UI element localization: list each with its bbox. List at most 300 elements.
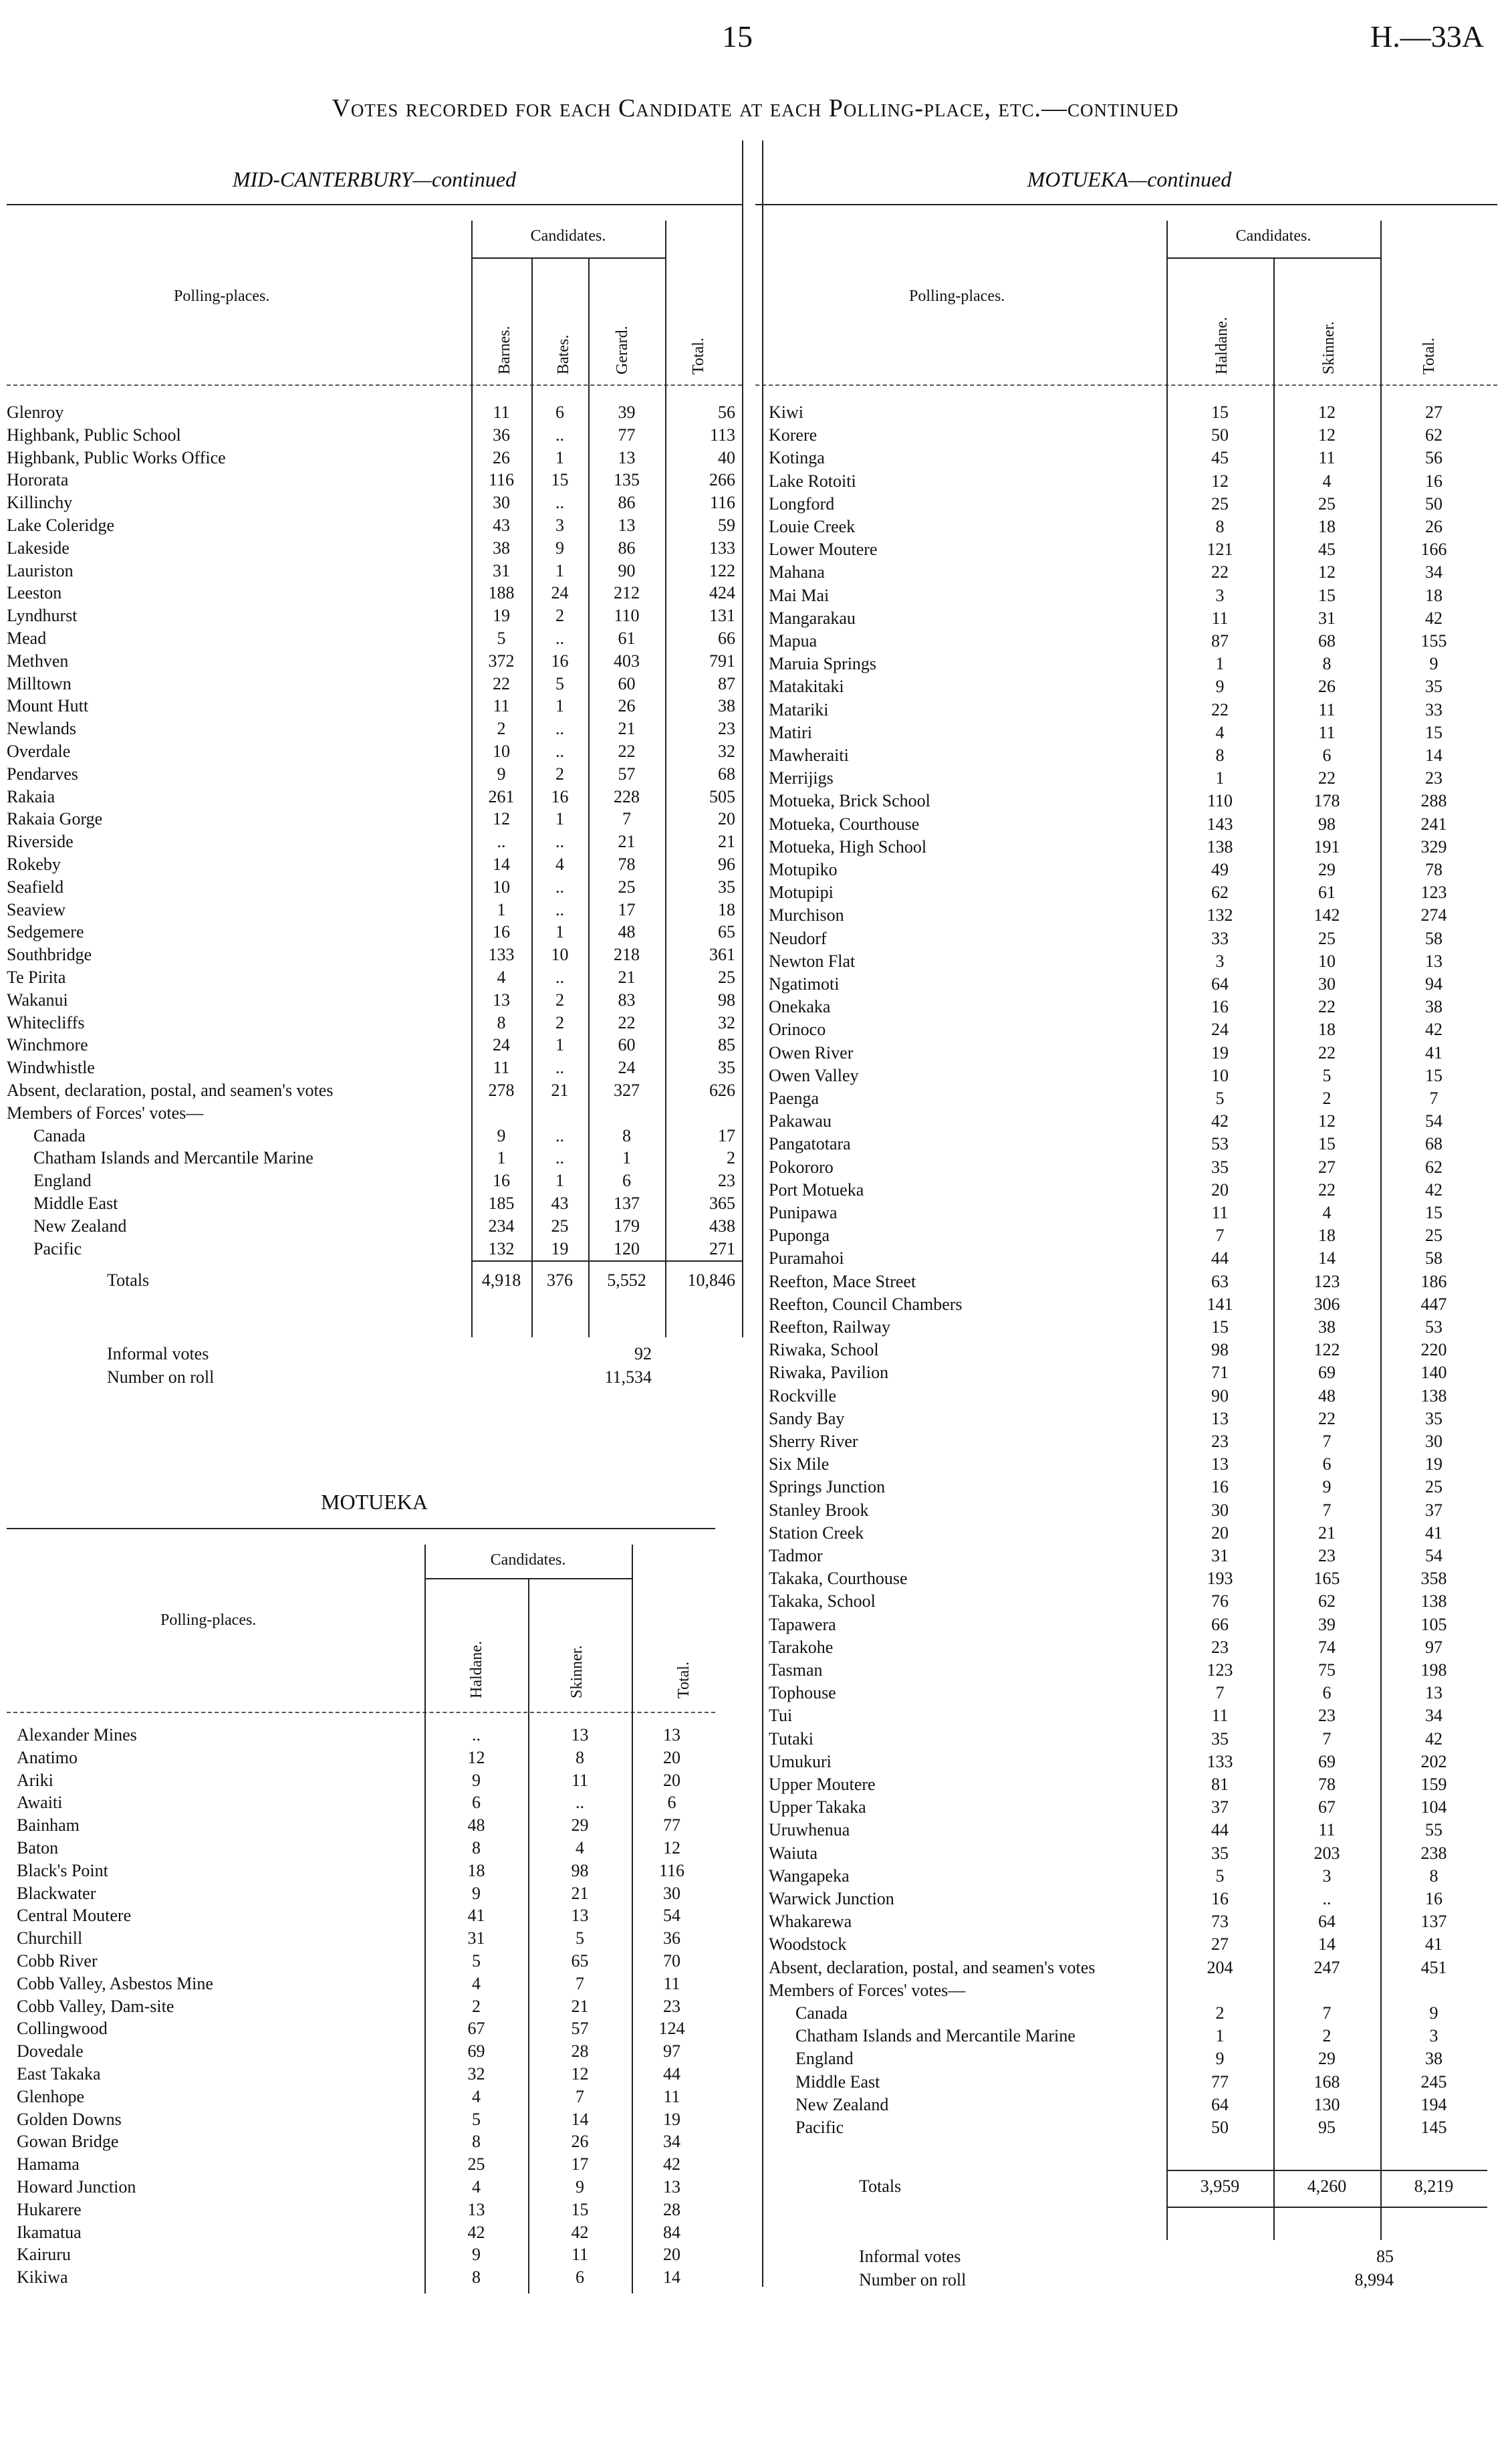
votes-haldane: 42 (1211, 1111, 1229, 1131)
table-row (769, 584, 1504, 607)
votes-barnes: 234 (488, 1216, 515, 1236)
votes-skinner: .. (1322, 1889, 1332, 1908)
polling-place-name: Baton (17, 1838, 59, 1858)
votes-haldane: 44 (1211, 1820, 1229, 1840)
votes-total: 32 (718, 1012, 735, 1032)
votes-total: 42 (1425, 1180, 1442, 1200)
votes-barnes: 10 (493, 742, 510, 761)
table-row (769, 424, 1504, 447)
table-row (7, 1102, 742, 1125)
table-row (17, 1860, 725, 1882)
votes-total: 186 (1420, 1271, 1447, 1291)
votes-total: 44 (663, 2064, 680, 2084)
polling-place-name: Wakanui (7, 990, 68, 1010)
polling-place-name: East Takaka (17, 2064, 101, 2084)
votes-skinner: 11 (571, 1770, 589, 1790)
table-row (7, 763, 742, 786)
table-row (17, 1814, 725, 1837)
table-row (769, 401, 1504, 424)
votes-total: 30 (1425, 1432, 1442, 1451)
votes-bates: 1 (555, 1035, 564, 1055)
votes-haldane: 41 (467, 1906, 485, 1926)
votes-barnes: 11 (493, 1058, 510, 1078)
votes-total: 271 (709, 1238, 735, 1258)
polling-place-name: Whakarewa (769, 1912, 852, 1932)
votes-skinner: 29 (571, 1815, 589, 1835)
polling-place-name: Reefton, Railway (769, 1317, 890, 1337)
votes-gerard: 26 (618, 696, 636, 716)
votes-total: 23 (718, 1171, 735, 1191)
table-row (7, 830, 742, 853)
votes-haldane: 64 (1211, 2094, 1229, 2114)
polling-place-name: Cobb Valley, Dam-site (17, 1996, 174, 2016)
votes-total: 365 (709, 1194, 735, 1213)
votes-bates: 1 (555, 922, 564, 942)
polling-place-name: Sedgemere (7, 922, 84, 942)
votes-haldane: 35 (1211, 1728, 1229, 1749)
votes-haldane: 44 (1211, 1248, 1229, 1268)
totals-label: Totals (107, 1270, 150, 1290)
polling-place-name: Te Pirita (7, 968, 66, 987)
polling-place-name: Killinchy (7, 493, 73, 513)
table-row (7, 604, 742, 627)
col-candidates: Candidates. (530, 227, 606, 245)
votes-barnes: 16 (493, 1171, 510, 1191)
votes-barnes: 1 (497, 1148, 506, 1168)
votes-haldane: 50 (1211, 425, 1229, 445)
polling-place-name: Matariki (769, 699, 829, 719)
roll-label: Number on roll (107, 1367, 215, 1387)
votes-total: 198 (1420, 1660, 1447, 1680)
table-row (17, 1950, 725, 1973)
polling-place-name: Sherry River (769, 1432, 858, 1451)
votes-total: 54 (663, 1906, 680, 1926)
table-row (769, 630, 1504, 653)
table-row (17, 1904, 725, 1927)
votes-barnes: 38 (493, 538, 510, 558)
polling-place-name: Collingwood (17, 2019, 108, 2039)
votes-barnes: 9 (497, 1125, 506, 1145)
polling-place-name: Paenga (769, 1089, 820, 1108)
votes-total: 38 (718, 696, 735, 716)
votes-skinner: 22 (1318, 997, 1336, 1017)
table-row (7, 491, 742, 514)
table-row (7, 1056, 742, 1079)
votes-skinner: 27 (1318, 1157, 1336, 1177)
votes-total: 3 (1429, 2026, 1438, 2046)
votes-total: 11 (663, 1973, 680, 1993)
polling-place-name: Pakawau (769, 1111, 832, 1131)
votes-haldane: 25 (1211, 493, 1229, 514)
votes-total: 62 (1425, 425, 1442, 445)
votes-total: 53 (1425, 1317, 1442, 1337)
votes-skinner: .. (576, 1793, 584, 1813)
table-row (7, 1238, 742, 1260)
votes-skinner: 14 (1318, 1934, 1336, 1954)
votes-total: 13 (663, 2177, 680, 2197)
votes-skinner: 22 (1318, 1042, 1336, 1062)
votes-total: 34 (1425, 1706, 1442, 1726)
table-row (7, 401, 742, 424)
votes-haldane: 8 (1215, 746, 1225, 765)
votes-haldane: 8 (472, 1838, 481, 1858)
votes-haldane: 18 (467, 1860, 485, 1880)
table-row (769, 1179, 1504, 1202)
total-barnes: 4,918 (481, 1270, 521, 1290)
votes-total: 438 (709, 1216, 735, 1236)
polling-place-name: Reefton, Mace Street (769, 1271, 916, 1291)
polling-place-name: Newlands (7, 719, 76, 739)
table-row (7, 627, 742, 650)
votes-barnes: 10 (493, 877, 510, 897)
votes-gerard: 48 (618, 922, 636, 942)
votes-bates: .. (555, 1148, 564, 1168)
polling-place-name: Canada (795, 2003, 848, 2023)
votes-skinner: 15 (571, 2199, 589, 2219)
votes-skinner: 14 (1318, 1248, 1336, 1268)
votes-total: 245 (1420, 2071, 1447, 2092)
votes-gerard: 212 (614, 583, 640, 603)
polling-place-name: Riverside (7, 832, 74, 852)
table-row (7, 1079, 742, 1102)
votes-total: 424 (709, 583, 735, 603)
table-rule (7, 204, 742, 205)
table-row (769, 767, 1504, 790)
votes-total: 122 (709, 560, 735, 580)
votes-skinner: 142 (1313, 905, 1340, 925)
polling-place-name: Chatham Islands and Mercantile Marine (33, 1148, 313, 1168)
votes-total: 13 (1425, 951, 1442, 971)
informal-label: Informal votes (859, 2247, 961, 2266)
votes-total: 124 (658, 2019, 685, 2039)
votes-haldane: 9 (472, 1883, 481, 1903)
votes-bates: 16 (551, 786, 569, 806)
votes-total: 40 (718, 447, 735, 467)
votes-skinner: 6 (1322, 1683, 1332, 1703)
votes-skinner: 130 (1313, 2094, 1340, 2114)
votes-skinner: 5 (576, 1928, 584, 1948)
table-row (769, 2071, 1504, 2094)
votes-barnes: 30 (493, 493, 510, 513)
votes-total: 13 (663, 1725, 680, 1745)
votes-bates: 9 (555, 538, 564, 558)
table-row (7, 853, 742, 876)
votes-gerard: 39 (618, 403, 636, 422)
votes-gerard: 17 (618, 899, 636, 919)
table-row (7, 1169, 742, 1192)
polling-place-name: Dovedale (17, 2041, 84, 2061)
votes-gerard: 137 (614, 1194, 640, 1213)
polling-place-name: Six Mile (769, 1454, 830, 1474)
table-row (769, 1453, 1504, 1476)
votes-total: 288 (1420, 791, 1447, 811)
polling-place-name: Tarakohe (769, 1637, 834, 1657)
table-row (769, 1728, 1504, 1751)
table-row (769, 1910, 1504, 1933)
table-row (769, 1865, 1504, 1888)
total-haldane: 3,959 (1200, 2176, 1240, 2196)
votes-barnes: .. (497, 832, 506, 852)
polling-place-name: Awaiti (17, 1793, 63, 1813)
table-row (769, 470, 1504, 493)
motueka-title: MOTUEKA (321, 1490, 428, 1514)
votes-total: 97 (663, 2041, 680, 2061)
polling-place-name: Pendarves (7, 764, 78, 784)
votes-total: 87 (718, 673, 735, 693)
votes-bates: 1 (555, 447, 564, 467)
polling-place-name: Upper Moutere (769, 1775, 876, 1794)
votes-skinner: 18 (1318, 1020, 1336, 1040)
votes-haldane: 73 (1211, 1912, 1229, 1932)
votes-barnes: 22 (493, 673, 510, 693)
votes-total: 23 (1425, 768, 1442, 788)
votes-gerard: 179 (614, 1216, 640, 1236)
polling-place-name: Punipawa (769, 1203, 838, 1222)
votes-total: 56 (718, 403, 735, 422)
polling-place-name: Takaka, School (769, 1591, 876, 1611)
total-bates: 376 (547, 1270, 573, 1290)
table-row (17, 1973, 725, 1995)
table-row (7, 921, 742, 943)
votes-gerard: 57 (618, 764, 636, 784)
table-row (7, 537, 742, 560)
table-row (769, 1613, 1504, 1636)
votes-gerard: 21 (618, 832, 636, 852)
votes-total: 133 (709, 538, 735, 558)
col-total: Total. (1420, 338, 1438, 374)
votes-haldane: 49 (1211, 860, 1229, 879)
votes-haldane: 22 (1211, 562, 1229, 582)
polling-place-name: Lauriston (7, 560, 74, 580)
votes-haldane: 31 (467, 1928, 485, 1948)
polling-place-name: Umukuri (769, 1751, 832, 1771)
votes-barnes: 26 (493, 447, 510, 467)
table-row (7, 650, 742, 673)
polling-place-name: Kikiwa (17, 2267, 68, 2287)
votes-total: 54 (1425, 1546, 1442, 1565)
polling-place-name: New Zealand (795, 2094, 889, 2114)
table-rule (7, 384, 742, 386)
table-rule (7, 1712, 715, 1713)
col-candidate-1: Haldane. (1213, 317, 1231, 374)
votes-skinner: 7 (576, 1973, 584, 1993)
votes-bates: 1 (555, 809, 564, 829)
table-row (769, 1065, 1504, 1087)
votes-haldane: 42 (467, 2222, 485, 2242)
votes-haldane: 9 (472, 1770, 481, 1790)
votes-total: 18 (718, 899, 735, 919)
polling-place-name: Pokororo (769, 1157, 834, 1177)
polling-place-name: Hukarere (17, 2199, 82, 2219)
votes-total: 105 (1420, 1614, 1447, 1634)
votes-gerard: 86 (618, 538, 636, 558)
votes-total: 37 (1425, 1500, 1442, 1520)
polling-place-name: Middle East (33, 1194, 118, 1213)
votes-skinner: 98 (571, 1860, 589, 1880)
votes-skinner: 11 (1318, 699, 1336, 719)
votes-barnes: 261 (488, 786, 515, 806)
polling-place-name: Wangapeka (769, 1866, 850, 1886)
polling-place-name: Cobb Valley, Asbestos Mine (17, 1973, 213, 1993)
roll-value: 8,994 (1354, 2270, 1394, 2289)
votes-haldane: 27 (1211, 1934, 1229, 1954)
votes-bates: 2 (555, 1012, 564, 1032)
polling-place-name: Korere (769, 425, 817, 445)
votes-haldane: 25 (467, 2154, 485, 2174)
polling-place-name: Members of Forces' votes— (7, 1103, 204, 1123)
votes-total: 626 (709, 1081, 735, 1100)
votes-total: 42 (663, 2154, 680, 2174)
votes-total: 41 (1425, 1523, 1442, 1543)
votes-total: 266 (709, 470, 735, 490)
votes-total: 238 (1420, 1843, 1447, 1863)
votes-total: 23 (718, 719, 735, 739)
votes-skinner: 7 (576, 2086, 584, 2106)
votes-skinner: 21 (1318, 1523, 1336, 1543)
votes-total: 15 (1425, 722, 1442, 742)
votes-total: 30 (663, 1883, 680, 1903)
votes-total: 113 (709, 425, 735, 445)
table-row (769, 996, 1504, 1018)
votes-total: 18 (1425, 585, 1442, 605)
table-row (769, 2116, 1504, 2139)
polling-place-name: Tapawera (769, 1614, 836, 1634)
table-rule (755, 204, 1497, 205)
votes-total: 194 (1420, 2094, 1447, 2114)
total-gerard: 5,552 (607, 1270, 646, 1290)
table-row (769, 1087, 1504, 1110)
votes-haldane: 62 (1211, 883, 1229, 903)
table-row (7, 673, 742, 695)
votes-barnes: 116 (488, 470, 515, 490)
votes-haldane: 6 (472, 1793, 481, 1813)
votes-haldane: 204 (1207, 1957, 1233, 1977)
votes-skinner: 12 (1318, 425, 1336, 445)
table-row (7, 514, 742, 537)
table-row (769, 1522, 1504, 1545)
votes-bates: 5 (555, 673, 564, 693)
votes-skinner: 6 (1322, 746, 1332, 765)
table-row (7, 1034, 742, 1056)
votes-total: 50 (1425, 493, 1442, 514)
table-rule (1166, 2170, 1487, 2171)
votes-total: 7 (1429, 1089, 1438, 1108)
votes-barnes: 31 (493, 560, 510, 580)
votes-total: 8 (1429, 1866, 1438, 1886)
votes-skinner: 22 (1318, 1408, 1336, 1428)
table-row (769, 1751, 1504, 1773)
polling-place-name: Blackwater (17, 1883, 96, 1903)
votes-total: 202 (1420, 1751, 1447, 1771)
table-row (769, 1042, 1504, 1065)
table-row (7, 943, 742, 966)
col-candidate-1: Haldane. (468, 1641, 485, 1698)
votes-haldane: 9 (472, 2245, 481, 2265)
table-row (769, 1956, 1504, 1979)
table-row (769, 1316, 1504, 1339)
votes-haldane: 123 (1207, 1660, 1233, 1680)
votes-skinner: 21 (571, 1883, 589, 1903)
polling-place-name: Pangatotara (769, 1134, 851, 1154)
votes-skinner: 22 (1318, 768, 1336, 788)
table-row (17, 2108, 725, 2131)
table-row (769, 813, 1504, 836)
votes-total: 96 (718, 855, 735, 874)
polling-place-name: Bainham (17, 1815, 80, 1835)
votes-haldane: 12 (1211, 471, 1229, 491)
votes-total: 38 (1425, 2049, 1442, 2069)
table-row (769, 607, 1504, 630)
polling-place-name: Woodstock (769, 1934, 847, 1954)
votes-haldane: 71 (1211, 1363, 1229, 1383)
votes-total: 19 (1425, 1454, 1442, 1474)
votes-gerard: 110 (614, 606, 640, 626)
roll-label: Number on roll (859, 2270, 967, 2289)
votes-total: 137 (1420, 1912, 1447, 1932)
votes-barnes: 13 (493, 990, 510, 1010)
votes-total: 2 (727, 1148, 735, 1168)
votes-skinner: 64 (1318, 1912, 1336, 1932)
polling-place-name: Upper Takaka (769, 1797, 866, 1817)
votes-total: 791 (709, 651, 735, 671)
table-row (769, 1590, 1504, 1613)
votes-barnes: 9 (497, 764, 506, 784)
votes-bates: 1 (555, 696, 564, 716)
votes-gerard: 24 (618, 1058, 636, 1078)
votes-skinner: 67 (1318, 1797, 1336, 1817)
votes-skinner: 25 (1318, 493, 1336, 514)
votes-barnes: 185 (488, 1194, 515, 1213)
votes-total: 447 (1420, 1294, 1447, 1314)
votes-total: 19 (663, 2109, 680, 2129)
votes-total: 16 (1425, 471, 1442, 491)
votes-haldane: 1 (1215, 2026, 1225, 2046)
votes-haldane: 3 (1215, 585, 1225, 605)
table-row (769, 1659, 1504, 1682)
polling-place-name: Southbridge (7, 945, 92, 965)
votes-barnes: 36 (493, 425, 510, 445)
votes-haldane: 8 (1215, 517, 1225, 536)
polling-place-name: Motueka, High School (769, 836, 927, 857)
votes-skinner: 61 (1318, 883, 1336, 903)
votes-total: 85 (718, 1035, 735, 1055)
votes-skinner: 4 (1322, 471, 1332, 491)
table-row (17, 1882, 725, 1905)
votes-haldane: 23 (1211, 1637, 1229, 1657)
votes-barnes: 132 (488, 1238, 515, 1258)
votes-haldane: 22 (1211, 699, 1229, 719)
votes-total: 94 (1425, 974, 1442, 994)
table-row (7, 560, 742, 582)
polling-place-name: Waiuta (769, 1843, 817, 1863)
votes-gerard: 120 (614, 1238, 640, 1258)
table-row (17, 2017, 725, 2040)
votes-haldane: 141 (1207, 1294, 1233, 1314)
table-row (7, 1147, 742, 1169)
polling-place-name: Newton Flat (769, 951, 856, 971)
polling-place-name: Lake Rotoiti (769, 471, 856, 491)
votes-total: 58 (1425, 928, 1442, 948)
polling-place-name: Central Moutere (17, 1906, 132, 1926)
votes-haldane: 132 (1207, 905, 1233, 925)
table-row (769, 447, 1504, 469)
votes-gerard: 21 (618, 719, 636, 739)
votes-total: 58 (1425, 1248, 1442, 1268)
table-row (769, 538, 1504, 561)
table-row (769, 1385, 1504, 1408)
table-row (769, 881, 1504, 904)
votes-haldane: 15 (1211, 403, 1229, 422)
